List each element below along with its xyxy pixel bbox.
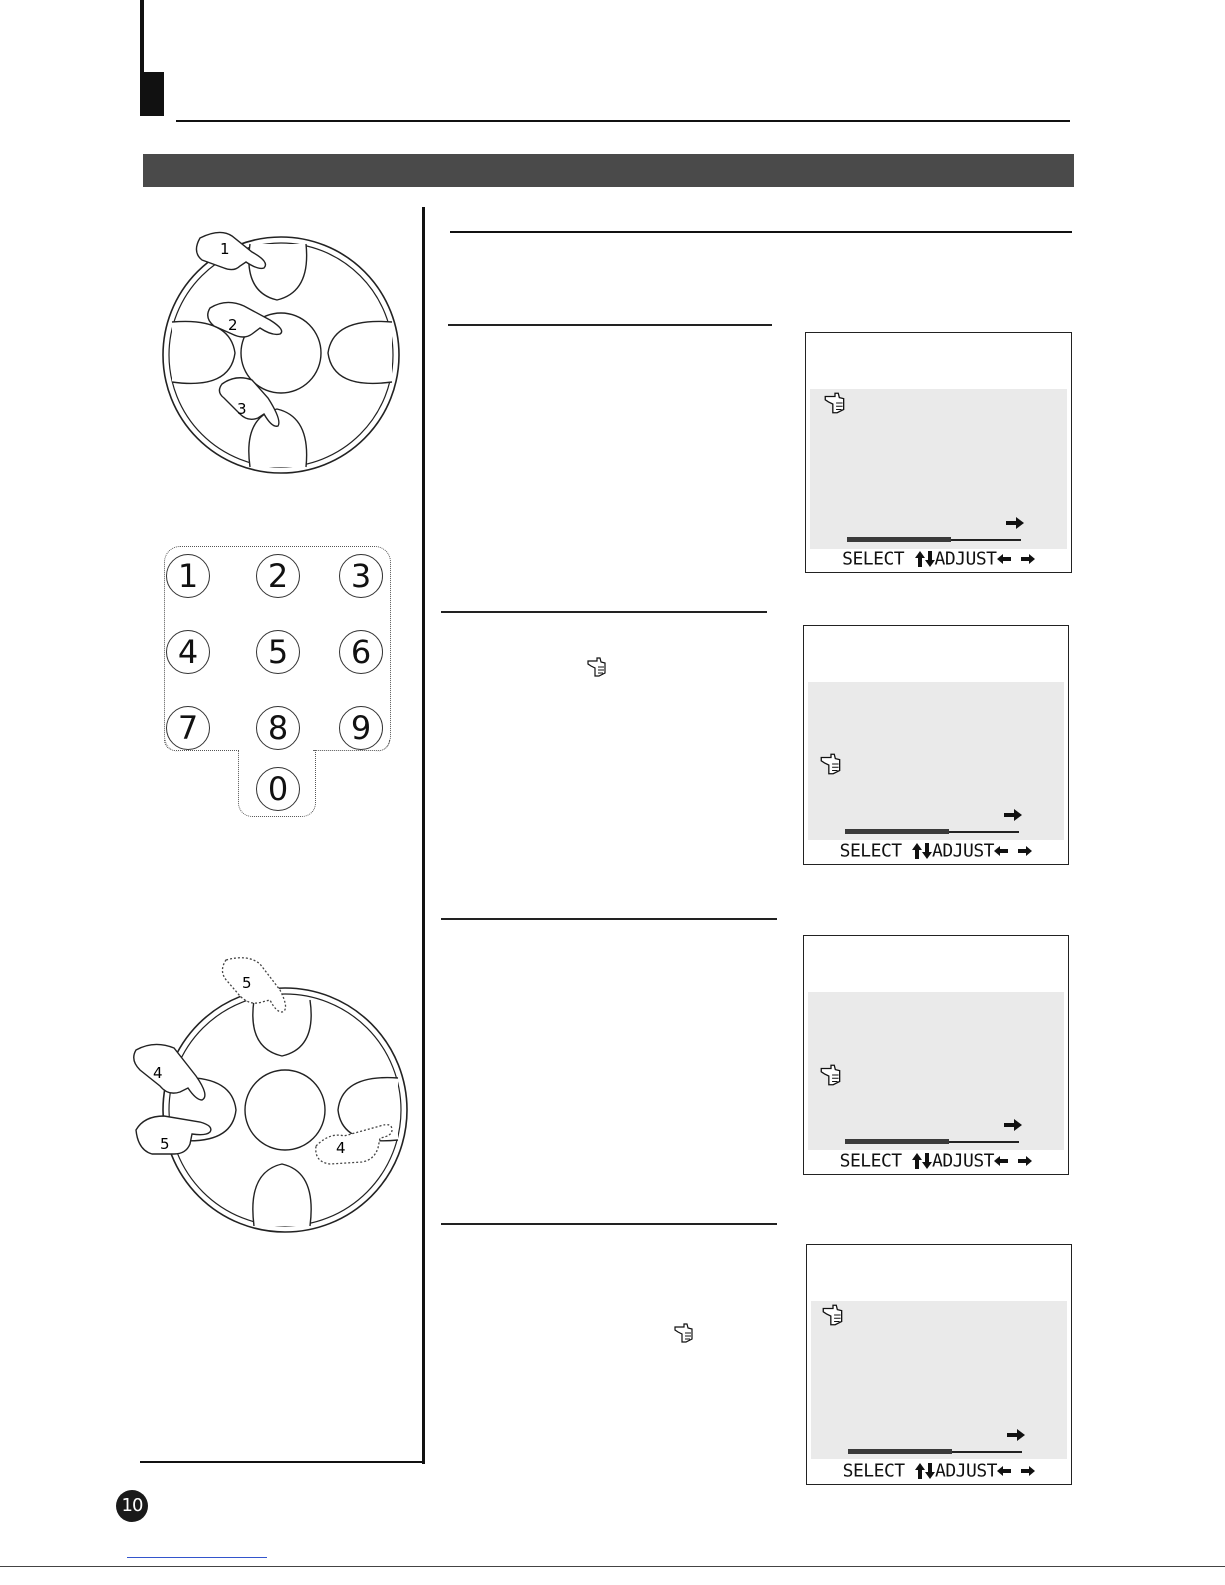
osd-footer [806, 548, 1071, 570]
arrow-right-icon [1021, 554, 1035, 564]
select-label: SELECT [839, 1150, 902, 1172]
number-key-4[interactable]: 4 [166, 630, 210, 674]
osd-menu-area [810, 389, 1067, 549]
osd-menu-area [808, 992, 1064, 1150]
level-bar-fill [848, 1449, 952, 1454]
adjust-label: ADJUST [932, 840, 995, 862]
column-divider [422, 207, 425, 1464]
number-key-9[interactable]: 9 [339, 706, 383, 750]
left-column-bottom-rule [140, 1461, 424, 1463]
page-number: 10 [121, 1495, 143, 1516]
arrow-right-icon [1021, 1466, 1035, 1476]
arrow-left-icon [994, 1156, 1008, 1166]
adjust-label: ADJUST [935, 1460, 998, 1482]
pointer-hand-icon [585, 656, 609, 678]
number-key-8[interactable]: 8 [256, 706, 300, 750]
level-bar [847, 537, 1021, 542]
joystick-bottom-illustration [130, 950, 410, 1240]
arrow-right-icon [1018, 846, 1032, 856]
joystick-label: 4 [153, 1064, 163, 1082]
number-key-7[interactable]: 7 [166, 706, 210, 750]
level-bar [845, 829, 1019, 834]
joystick-label: 4 [336, 1139, 346, 1157]
osd-screen-1 [805, 332, 1072, 573]
section-title-bar [143, 154, 1074, 187]
arrow-left-icon [997, 1466, 1011, 1476]
header-tab-block [140, 72, 164, 116]
level-bar-fill [847, 537, 951, 542]
number-key-6[interactable]: 6 [339, 630, 383, 674]
adjust-label: ADJUST [932, 1150, 995, 1172]
step-rule-2 [441, 611, 767, 613]
arrow-down-icon [922, 1153, 932, 1169]
osd-screen-2 [803, 625, 1069, 865]
osd-menu-area [811, 1301, 1067, 1459]
osd-screen-4 [806, 1244, 1072, 1485]
osd-footer [804, 1150, 1068, 1172]
arrow-up-icon [915, 1463, 925, 1479]
header-rule [176, 120, 1070, 122]
step-rule-4 [441, 1223, 777, 1225]
joystick-label: 2 [228, 316, 238, 334]
pointer-hand-icon [820, 1303, 846, 1327]
select-label: SELECT [839, 840, 902, 862]
level-bar [848, 1449, 1022, 1454]
pointer-hand-icon [672, 1322, 696, 1344]
select-label: SELECT [842, 548, 905, 570]
osd-screen-3 [803, 935, 1069, 1175]
level-bar [845, 1139, 1019, 1144]
number-key-5[interactable]: 5 [256, 630, 300, 674]
joystick-label: 5 [242, 974, 252, 992]
pointer-hand-icon [818, 752, 844, 776]
number-key-3[interactable]: 3 [339, 554, 383, 598]
arrow-up-icon [915, 551, 925, 567]
select-label: SELECT [842, 1460, 905, 1482]
arrow-down-icon [925, 1463, 935, 1479]
level-bar-fill [845, 1139, 949, 1144]
level-bar-fill [845, 829, 949, 834]
arrow-right-icon [1006, 517, 1024, 529]
osd-menu-area [808, 682, 1064, 840]
number-key-2[interactable]: 2 [256, 554, 300, 598]
arrow-left-icon [997, 554, 1011, 564]
right-column-top-rule [450, 231, 1072, 233]
page-bottom-rule [0, 1566, 1225, 1567]
number-key-0[interactable]: 0 [256, 767, 300, 811]
page-number-badge [116, 1490, 148, 1522]
joystick-label: 3 [237, 400, 247, 418]
adjust-label: ADJUST [934, 548, 997, 570]
arrow-right-icon [1018, 1156, 1032, 1166]
osd-footer [807, 1460, 1071, 1482]
arrow-right-icon [1004, 1119, 1022, 1131]
osd-footer [804, 840, 1068, 862]
footer-link-underline[interactable] [127, 1557, 267, 1558]
arrow-up-icon [912, 843, 922, 859]
arrow-right-icon [1007, 1429, 1025, 1441]
arrow-up-icon [912, 1153, 922, 1169]
arrow-down-icon [925, 551, 935, 567]
arrow-down-icon [922, 843, 932, 859]
arrow-left-icon [994, 846, 1008, 856]
joystick-top-illustration [160, 222, 410, 492]
number-key-1[interactable]: 1 [166, 554, 210, 598]
arrow-right-icon [1004, 809, 1022, 821]
pointer-hand-icon [822, 391, 848, 415]
step-rule-3 [441, 918, 777, 920]
pointer-hand-icon [818, 1063, 844, 1087]
step-rule-1 [448, 324, 772, 326]
joystick-label: 1 [220, 240, 230, 258]
joystick-label: 5 [160, 1135, 170, 1153]
